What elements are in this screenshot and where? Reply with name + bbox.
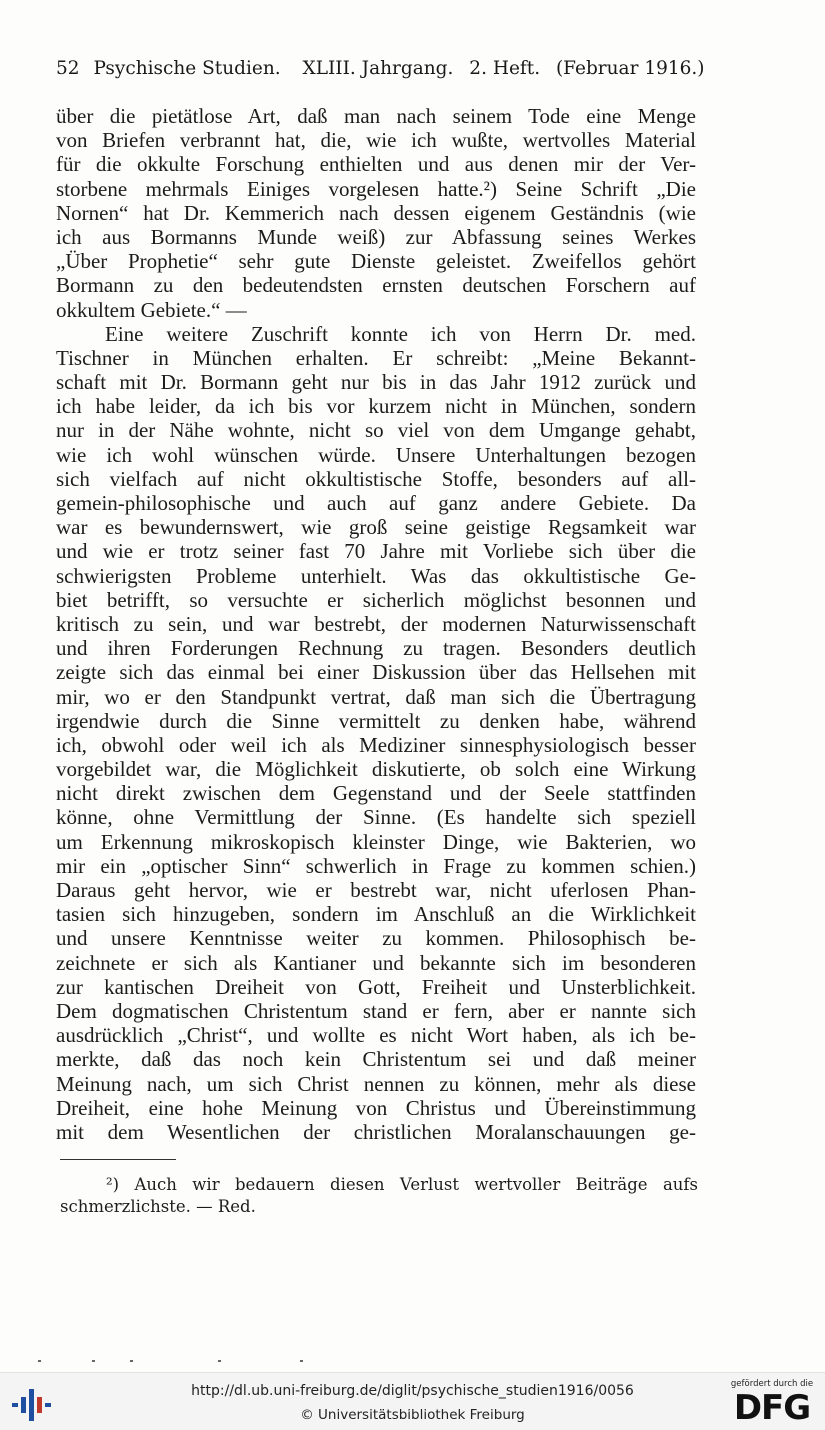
body-line: und ihren Forderungen Rechnung zu tragen. Besonders deutlich: [56, 636, 696, 661]
body-line: könne, ohne Vermittlung der Sinne. (Es handelte sich speziell: [56, 805, 696, 830]
body-line: schwierigsten Probleme unterhielt. Was das okkultistische Ge-: [56, 563, 696, 588]
body-line: zeigte sich das einmal bei einer Diskussion über das Hellsehen mit: [56, 660, 696, 685]
journal-title: Psychische Studien.: [93, 58, 281, 79]
running-header: [56, 58, 705, 79]
body-line: wie ich wohl wünschen würde. Unsere Unterhaltungen bezogen: [56, 442, 696, 467]
issue-label: 2. Heft.: [469, 58, 541, 79]
body-line: Daraus geht hervor, wie er bestrebt war, nicht uferlosen Phan-: [56, 878, 696, 902]
volume-label: XLIII. Jahrgang.: [302, 58, 454, 79]
body-line: irgendwie durch die Sinne vermittelt zu denken habe, während: [56, 708, 696, 733]
body-line: ausdrücklich „Christ“, und wollte es nicht Wort haben, als ich be-: [56, 1023, 696, 1048]
issue-date: (Februar 1916.): [555, 58, 705, 79]
dfg-caption: gefördert durch die: [730, 1379, 814, 1389]
body-line: Dreiheit, eine hohe Meinung von Christus und Übereinstimmung: [56, 1095, 696, 1120]
body-line: Eine weitere Zuschrift konnte ich von Herrn Dr. med.: [105, 321, 696, 346]
body-line: okkultem Gebiete.“ —: [56, 297, 247, 322]
body-line: gemein-philosophische und auch auf ganz andere Gebiete. Da: [56, 491, 696, 515]
scan-artifacts: [38, 1358, 318, 1364]
body-line: für die okkulte Forschung enthielten und aus denen mir der Ver-: [56, 152, 696, 177]
body-line: zur kantischen Dreiheit von Gott, Freiheit und Unsterblichkeit.: [56, 974, 696, 999]
page-number: 52: [56, 58, 80, 79]
body-line: schaft mit Dr. Bormann geht nur bis in das Jahr 1912 zurück und: [56, 370, 696, 395]
body-line: Bormann zu den bedeutendsten ernsten deutschen Forschern auf: [56, 273, 696, 298]
body-line: ich habe leider, da ich bis vor kurzem nicht in München, sondern: [56, 394, 696, 419]
body-line: Nornen“ hat Dr. Kemmerich nach dessen eigenem Geständnis (wie: [56, 200, 696, 225]
body-line: zeichnete er sich als Kantianer und bekannte sich im besonderen: [56, 950, 696, 975]
body-line: ich aus Bormanns Munde weiß) zur Abfassung seines Werkes: [56, 224, 696, 249]
footnote: [60, 1174, 698, 1218]
body-line: mit dem Wesentlichen der christlichen Moralanschauungen ge-: [56, 1119, 696, 1144]
body-line: um Erkennung mikroskopisch kleinster Dinge, wie Bakterien, wo: [56, 829, 696, 854]
body-line: Dem dogmatischen Christentum stand er fern, aber er nannte sich: [56, 998, 696, 1023]
body-line: über die pietätlose Art, daß man nach seinem Tode eine Menge: [56, 104, 696, 128]
body-line: von Briefen verbrannt hat, die, wie ich wußte, wertvolles Material: [56, 128, 696, 153]
body-line: und unsere Kenntnisse weiter zu kommen. Philosophisch be-: [56, 926, 696, 951]
body-line: merkte, daß das noch kein Christentum sei und daß meiner: [56, 1047, 696, 1072]
document-url-link[interactable]: http://dl.ub.uni-freiburg.de/diglit/psychische_studien1916/0056: [191, 1383, 634, 1399]
body-line: war es bewundernswert, wie groß seine geistige Regsamkeit war: [56, 515, 696, 540]
dfg-funding-block[interactable]: [726, 1379, 818, 1427]
body-line: nicht direkt zwischen dem Gegenstand und der Seele stattfinden: [56, 781, 696, 806]
footnote-line: ²) Auch wir bedauern diesen Verlust wertvoller Beiträge aufs: [106, 1175, 698, 1194]
footnote-line: schmerzlichste. — Red.: [60, 1197, 256, 1216]
body-line: storbene mehrmals Einiges vorgelesen hatte.²) Seine Schrift „Die: [56, 176, 696, 201]
body-line: „Über Prophetie“ sehr gute Dienste geleistet. Zweifellos gehört: [56, 249, 696, 274]
footer-bar: [0, 1372, 825, 1430]
body-line: ich, obwohl oder weil ich als Mediziner sinnesphysiologisch besser: [56, 732, 696, 757]
dfg-logo: DFG: [733, 1388, 811, 1428]
body-line: vorgebildet war, die Möglichkeit diskutierte, ob solch eine Wirkung: [56, 757, 696, 782]
body-text: [56, 104, 696, 1144]
body-line: sich vielfach auf nicht okkultistische Stoffe, besonders auf all-: [56, 466, 696, 491]
body-line: tasien sich hinzugeben, sondern im Anschluß an die Wirklichkeit: [56, 902, 696, 927]
body-line: Tischner in München erhalten. Er schreibt: „Meine Bekannt-: [56, 345, 696, 370]
body-line: und wie er trotz seiner fast 70 Jahre mit Vorliebe sich über die: [56, 539, 696, 564]
body-line: nur in der Nähe wohnte, nicht so viel von dem Umgange gehabt,: [56, 418, 696, 443]
body-line: Meinung nach, um sich Christ nennen zu können, mehr als diese: [56, 1071, 696, 1096]
body-line: mir ein „optischer Sinn“ schwerlich in Frage zu kommen schien.): [56, 853, 696, 878]
body-line: kritisch zu sein, und war bestrebt, der modernen Naturwissenschaft: [56, 611, 696, 636]
body-line: mir, wo er den Standpunkt vertrat, daß man sich die Übertragung: [56, 684, 696, 709]
body-line: biet betrifft, so versuchte er sicherlich möglichst besonnen und: [56, 587, 696, 612]
footnote-divider: [60, 1159, 176, 1160]
copyright-notice: © Universitätsbibliothek Freiburg: [300, 1407, 525, 1423]
